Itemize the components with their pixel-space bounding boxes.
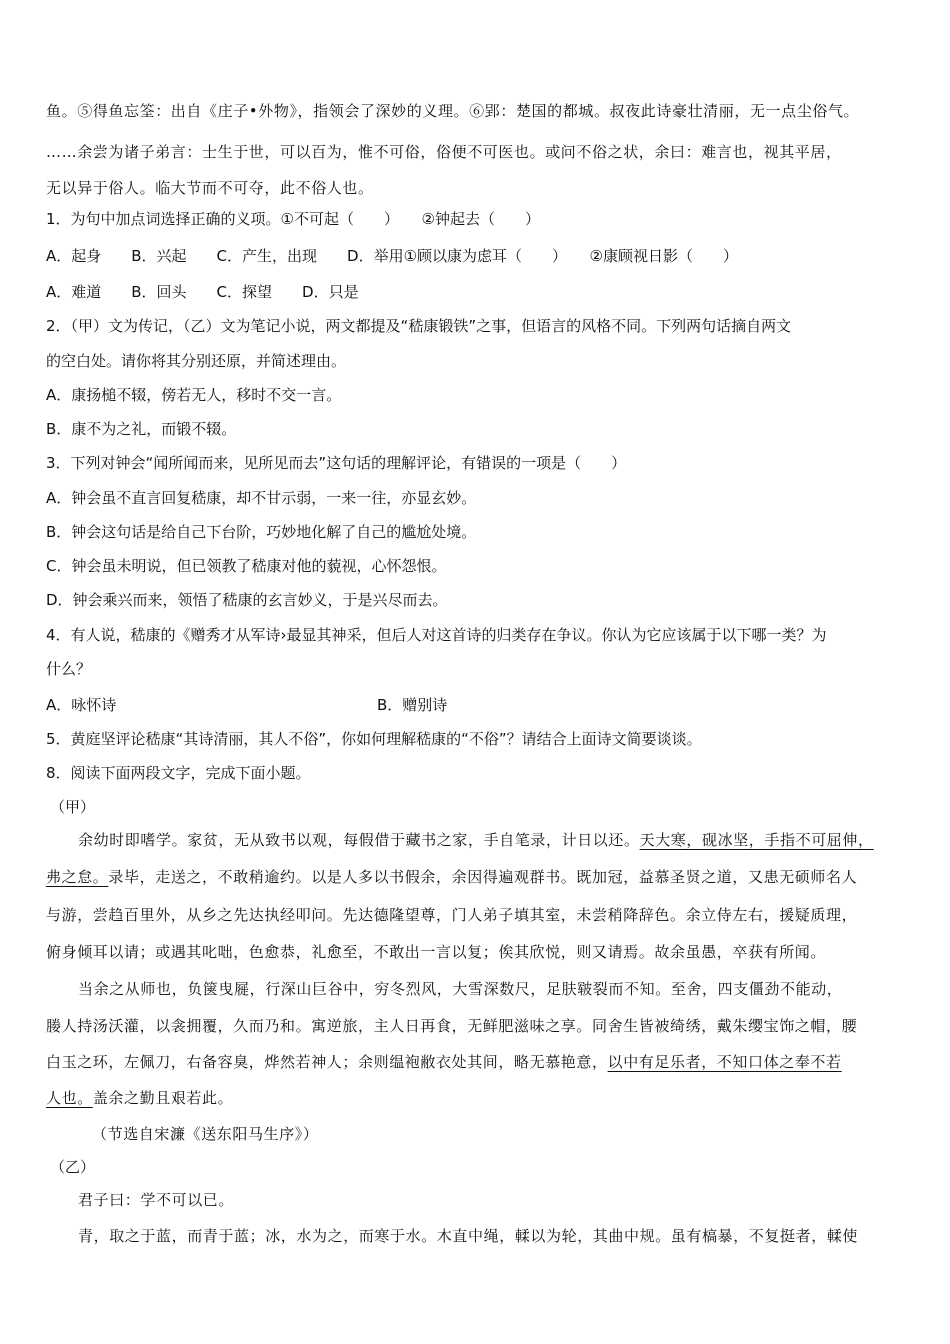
passage-jia-p2-line-4 <box>46 1088 233 1108</box>
question-8: 8．阅读下面两段文字，完成下面小题。 <box>46 764 311 782</box>
question-3-option-c: C．钟会虽未明说，但已领教了嵇康对他的藐视，心怀怨恨。 <box>46 557 447 575</box>
underlined-sentence: 天大寒，砚冰坚，手指不可屈伸， <box>639 831 874 849</box>
question-2-option-a: A．康扬槌不辍，傍若无人，移时不交一言。 <box>46 386 342 404</box>
underlined-sentence: 人也。 <box>46 1089 93 1107</box>
question-3-option-b: B．钟会这句话是给自己下台阶，巧妙地化解了自己的尴尬处境。 <box>46 523 477 541</box>
passage-jia-source: （节选自宋濂《送东阳马生序》） <box>92 1125 319 1143</box>
question-4-options <box>46 695 447 715</box>
question-1: 1．为句中加点词选择正确的义项。①不可起（ ） ②钟起去（ ） <box>46 210 540 228</box>
passage-jia-p1-line-2 <box>46 867 857 887</box>
question-1-options-b: A．难道 B．回头 C．探望 D．只是 <box>46 283 359 301</box>
passage-yi-line-1: 君子曰：学不可以已。 <box>78 1191 235 1209</box>
annotation-line-3: 无以异于俗人。临大节而不可夺，此不俗人也。 <box>46 179 374 197</box>
passage-jia-p1-line-4: 俯身倾耳以请；或遇其叱咄，色愈恭，礼愈至，不敢出一言以复；俟其欣悦，则又请焉。故余虽愚，卒获有所闻。 <box>46 943 827 961</box>
question-4-option-b: B．赠别诗 <box>377 696 448 714</box>
text-span: 录毕，走送之，不敢稍逾约。以是人多以书假余，余因得遍观群书。既加冠，益慕圣贤之道，又患无硕师名人 <box>108 868 858 886</box>
text-span: 盖余之勤且艰若此。 <box>92 1089 234 1107</box>
question-2-option-b: B．康不为之礼，而锻不辍。 <box>46 420 237 438</box>
question-4-option-a: A．咏怀诗 <box>46 696 117 714</box>
question-2-line-2: 的空白处。请你将其分别还原，并简述理由。 <box>46 352 347 370</box>
passage-jia-p2-line-2: 媵人持汤沃灌，以衾拥覆，久而乃和。寓逆旅，主人日再食，无鲜肥滋味之享。同舍生皆被绮绣，戴朱缨宝饰之帽，腰 <box>46 1017 858 1035</box>
text-span: 余幼时即嗜学。家贫，无从致书以观，每假借于藏书之家，手自笔录，计日以还。 <box>78 831 640 849</box>
passage-jia-label: （甲） <box>50 798 96 816</box>
passage-jia-p2-line-1: 当余之从师也，负箧曳屣，行深山巨谷中，穷冬烈风，大雪深数尺，足肤皲裂而不知。至舍，四支僵劲不能动， <box>78 980 843 998</box>
underlined-sentence: 弗之怠。 <box>46 868 109 886</box>
passage-jia-p1-line-3: 与游，尝趋百里外，从乡之先达执经叩问。先达德隆望尊，门人弟子填其室，未尝稍降辞色。余立侍左右，援疑质理， <box>46 906 858 924</box>
annotation-line-2: ……余尝为诸子弟言：士生于世，可以百为，惟不可俗，俗便不可医也。或问不俗之状，余曰：难言也，视其平居， <box>46 143 842 161</box>
question-5: 5．黄庭坚评论嵇康“其诗清丽，其人不俗”，你如何理解嵇康的“不俗”？请结合上面诗文简要谈谈。 <box>46 730 702 748</box>
text-span: 白玉之环，左佩刀，右备容臭，烨然若神人；余则缊袍敝衣处其间，略无慕艳意， <box>46 1053 608 1071</box>
passage-yi-label: （乙） <box>50 1158 96 1176</box>
question-4-line-1: 4．有人说，嵇康的《赠秀才从军诗›最显其神采，但后人对这首诗的归类存在争议。你认为它应该属于以下哪一类？为 <box>46 626 827 644</box>
passage-jia-p1-line-1 <box>78 830 874 850</box>
annotation-line-1: 鱼。⑤得鱼忘筌：出自《庄子•外物》，指领会了深妙的义理。⑥郢：楚国的都城。叔夜此诗豪壮清丽，无一点尘俗气。 <box>46 102 860 120</box>
question-1-options-a: A．起身 B．兴起 C．产生，出现 D．举用①顾以康为虑耳（ ） ②康顾视日影（ ） <box>46 247 738 265</box>
passage-jia-p2-line-3 <box>46 1052 842 1072</box>
question-3-option-a: A．钟会虽不直言回复嵇康，却不甘示弱，一来一往，亦显玄妙。 <box>46 489 477 507</box>
passage-yi-line-2: 青，取之于蓝，而青于蓝；冰，水为之，而寒于水。木直中绳，輮以为轮，其曲中规。虽有槁暴，不复挺者，輮使 <box>78 1227 859 1245</box>
question-3-option-d: D．钟会乘兴而来，领悟了嵇康的玄言妙义，于是兴尽而去。 <box>46 591 448 609</box>
question-3: 3．下列对钟会“闻所闻而来，见所见而去”这句话的理解评论，有错误的一项是（ ） <box>46 454 627 472</box>
question-2-line-1: 2．（甲）文为传记，（乙）文为笔记小说，两文都提及“嵇康锻铁”之事，但语言的风格不同。下列两句话摘自两文 <box>46 317 792 335</box>
underlined-sentence: 以中有足乐者，不知口体之奉不若 <box>607 1053 842 1071</box>
question-4-line-2: 什么？ <box>46 660 92 678</box>
